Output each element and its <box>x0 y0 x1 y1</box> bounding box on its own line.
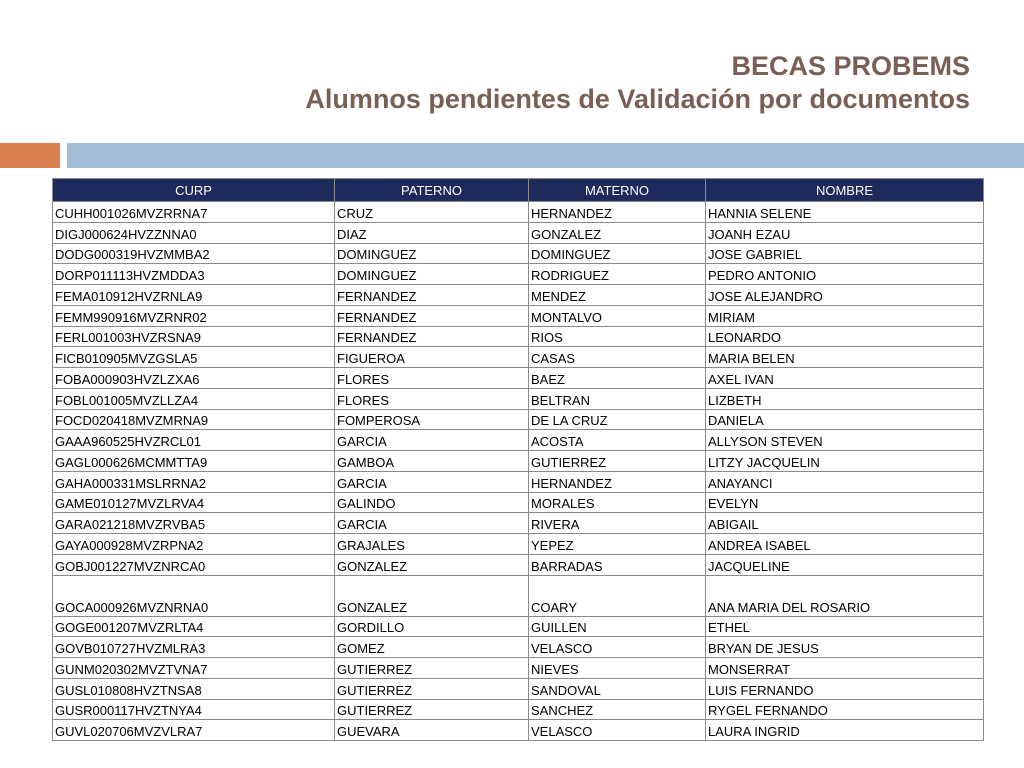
table-header-row <box>53 179 984 202</box>
cell-nombre: ETHEL <box>706 616 984 637</box>
cell-nombre: ANA MARIA DEL ROSARIO <box>706 575 984 616</box>
cell-nombre: AXEL IVAN <box>706 368 984 389</box>
cell-materno: GUILLEN <box>529 616 706 637</box>
cell-materno: DOMINGUEZ <box>529 243 706 264</box>
cell-curp: GAME010127MVZLRVA4 <box>53 492 335 513</box>
cell-curp: FERL001003HVZRSNA9 <box>53 326 335 347</box>
cell-paterno: DIAZ <box>335 222 529 243</box>
table-row <box>53 492 984 513</box>
cell-paterno: FLORES <box>335 388 529 409</box>
cell-curp: FEMM990916MVZRNR02 <box>53 305 335 326</box>
cell-materno: RODRIGUEZ <box>529 264 706 285</box>
cell-paterno: GRAJALES <box>335 534 529 555</box>
table-row <box>53 347 984 368</box>
cell-curp: GOCA000926MVZNRNA0 <box>53 575 335 616</box>
cell-materno: GONZALEZ <box>529 222 706 243</box>
table-row <box>53 430 984 451</box>
table-row <box>53 368 984 389</box>
cell-curp: FOCD020418MVZMRNA9 <box>53 409 335 430</box>
cell-paterno: DOMINGUEZ <box>335 243 529 264</box>
cell-nombre: DANIELA <box>706 409 984 430</box>
table-row <box>53 451 984 472</box>
table-row <box>53 513 984 534</box>
cell-nombre: MONSERRAT <box>706 658 984 679</box>
cell-curp: GUVL020706MVZVLRA7 <box>53 720 335 741</box>
cell-materno: MONTALVO <box>529 305 706 326</box>
cell-nombre: ABIGAIL <box>706 513 984 534</box>
cell-curp: FEMA010912HVZRNLA9 <box>53 285 335 306</box>
cell-materno: BAEZ <box>529 368 706 389</box>
header-materno: MATERNO <box>529 179 706 202</box>
cell-curp: FOBA000903HVZLZXA6 <box>53 368 335 389</box>
cell-paterno: FERNANDEZ <box>335 305 529 326</box>
cell-materno: MORALES <box>529 492 706 513</box>
cell-paterno: FOMPEROSA <box>335 409 529 430</box>
cell-curp: GAGL000626MCMMTTA9 <box>53 451 335 472</box>
cell-curp: GUSR000117HVZTNYA4 <box>53 699 335 720</box>
table-row <box>53 699 984 720</box>
accent-bar-orange <box>0 143 60 168</box>
cell-nombre: MARIA BELEN <box>706 347 984 368</box>
cell-materno: HERNANDEZ <box>529 202 706 223</box>
table-row <box>53 616 984 637</box>
table-row <box>53 202 984 223</box>
cell-nombre: LIZBETH <box>706 388 984 409</box>
cell-paterno: CRUZ <box>335 202 529 223</box>
table-row <box>53 471 984 492</box>
cell-nombre: HANNIA SELENE <box>706 202 984 223</box>
cell-curp: DODG000319HVZMMBA2 <box>53 243 335 264</box>
table-row <box>53 534 984 555</box>
cell-paterno: GONZALEZ <box>335 575 529 616</box>
cell-paterno: GARCIA <box>335 430 529 451</box>
cell-materno: MENDEZ <box>529 285 706 306</box>
cell-curp: GUSL010808HVZTNSA8 <box>53 678 335 699</box>
table-row <box>53 305 984 326</box>
title-line-1: BECAS PROBEMS <box>731 51 970 81</box>
cell-nombre: JACQUELINE <box>706 554 984 575</box>
cell-nombre: JOSE ALEJANDRO <box>706 285 984 306</box>
cell-paterno: GORDILLO <box>335 616 529 637</box>
cell-nombre: JOSE GABRIEL <box>706 243 984 264</box>
cell-curp: CUHH001026MVZRRNA7 <box>53 202 335 223</box>
cell-nombre: LAURA INGRID <box>706 720 984 741</box>
header-curp: CURP <box>53 179 335 202</box>
table-row <box>53 720 984 741</box>
table-body <box>53 202 984 741</box>
cell-paterno: GALINDO <box>335 492 529 513</box>
header-paterno: PATERNO <box>335 179 529 202</box>
cell-materno: SANDOVAL <box>529 678 706 699</box>
slide-title <box>305 50 970 116</box>
table-row <box>53 554 984 575</box>
cell-materno: VELASCO <box>529 637 706 658</box>
cell-nombre: LITZY JACQUELIN <box>706 451 984 472</box>
cell-paterno: GUTIERREZ <box>335 678 529 699</box>
table-row <box>53 409 984 430</box>
cell-curp: GAAA960525HVZRCL01 <box>53 430 335 451</box>
cell-paterno: GUTIERREZ <box>335 699 529 720</box>
cell-materno: NIEVES <box>529 658 706 679</box>
cell-nombre: JOANH EZAU <box>706 222 984 243</box>
table-row <box>53 678 984 699</box>
cell-nombre: LUIS FERNANDO <box>706 678 984 699</box>
cell-paterno: GONZALEZ <box>335 554 529 575</box>
cell-materno: RIVERA <box>529 513 706 534</box>
cell-nombre: PEDRO ANTONIO <box>706 264 984 285</box>
cell-paterno: GUTIERREZ <box>335 658 529 679</box>
cell-paterno: GOMEZ <box>335 637 529 658</box>
table-row <box>53 243 984 264</box>
cell-materno: HERNANDEZ <box>529 471 706 492</box>
cell-paterno: DOMINGUEZ <box>335 264 529 285</box>
cell-curp: DIGJ000624HVZZNNA0 <box>53 222 335 243</box>
table-row <box>53 326 984 347</box>
cell-nombre: LEONARDO <box>706 326 984 347</box>
accent-bar-blue <box>67 143 1024 168</box>
cell-nombre: ANDREA ISABEL <box>706 534 984 555</box>
cell-materno: SANCHEZ <box>529 699 706 720</box>
cell-nombre: EVELYN <box>706 492 984 513</box>
cell-curp: GARA021218MVZRVBA5 <box>53 513 335 534</box>
header-nombre: NOMBRE <box>706 179 984 202</box>
cell-paterno: GARCIA <box>335 471 529 492</box>
table-row <box>53 222 984 243</box>
cell-nombre: ANAYANCI <box>706 471 984 492</box>
cell-materno: GUTIERREZ <box>529 451 706 472</box>
cell-materno: COARY <box>529 575 706 616</box>
cell-paterno: GARCIA <box>335 513 529 534</box>
table-row <box>53 388 984 409</box>
cell-materno: CASAS <box>529 347 706 368</box>
cell-materno: ACOSTA <box>529 430 706 451</box>
table-row <box>53 264 984 285</box>
cell-curp: GOVB010727HVZMLRA3 <box>53 637 335 658</box>
cell-materno: BELTRAN <box>529 388 706 409</box>
cell-materno: DE LA CRUZ <box>529 409 706 430</box>
cell-materno: VELASCO <box>529 720 706 741</box>
cell-nombre: ALLYSON STEVEN <box>706 430 984 451</box>
cell-curp: FICB010905MVZGSLA5 <box>53 347 335 368</box>
table-row <box>53 637 984 658</box>
cell-curp: GUNM020302MVZTVNA7 <box>53 658 335 679</box>
cell-curp: FOBL001005MVZLLZA4 <box>53 388 335 409</box>
cell-materno: RIOS <box>529 326 706 347</box>
cell-curp: DORP011113HVZMDDA3 <box>53 264 335 285</box>
cell-nombre: BRYAN DE JESUS <box>706 637 984 658</box>
cell-materno: BARRADAS <box>529 554 706 575</box>
cell-curp: GAYA000928MVZRPNA2 <box>53 534 335 555</box>
table-row <box>53 658 984 679</box>
title-line-2: Alumnos pendientes de Validación por documentos <box>305 84 970 114</box>
cell-paterno: GUEVARA <box>335 720 529 741</box>
cell-paterno: FERNANDEZ <box>335 326 529 347</box>
cell-paterno: FIGUEROA <box>335 347 529 368</box>
students-table <box>52 178 984 741</box>
cell-curp: GOBJ001227MVZNRCA0 <box>53 554 335 575</box>
cell-materno: YEPEZ <box>529 534 706 555</box>
table-row <box>53 575 984 616</box>
cell-curp: GOGE001207MVZRLTA4 <box>53 616 335 637</box>
table-row <box>53 285 984 306</box>
cell-paterno: GAMBOA <box>335 451 529 472</box>
cell-paterno: FERNANDEZ <box>335 285 529 306</box>
cell-nombre: RYGEL FERNANDO <box>706 699 984 720</box>
cell-paterno: FLORES <box>335 368 529 389</box>
cell-curp: GAHA000331MSLRRNA2 <box>53 471 335 492</box>
cell-nombre: MIRIAM <box>706 305 984 326</box>
